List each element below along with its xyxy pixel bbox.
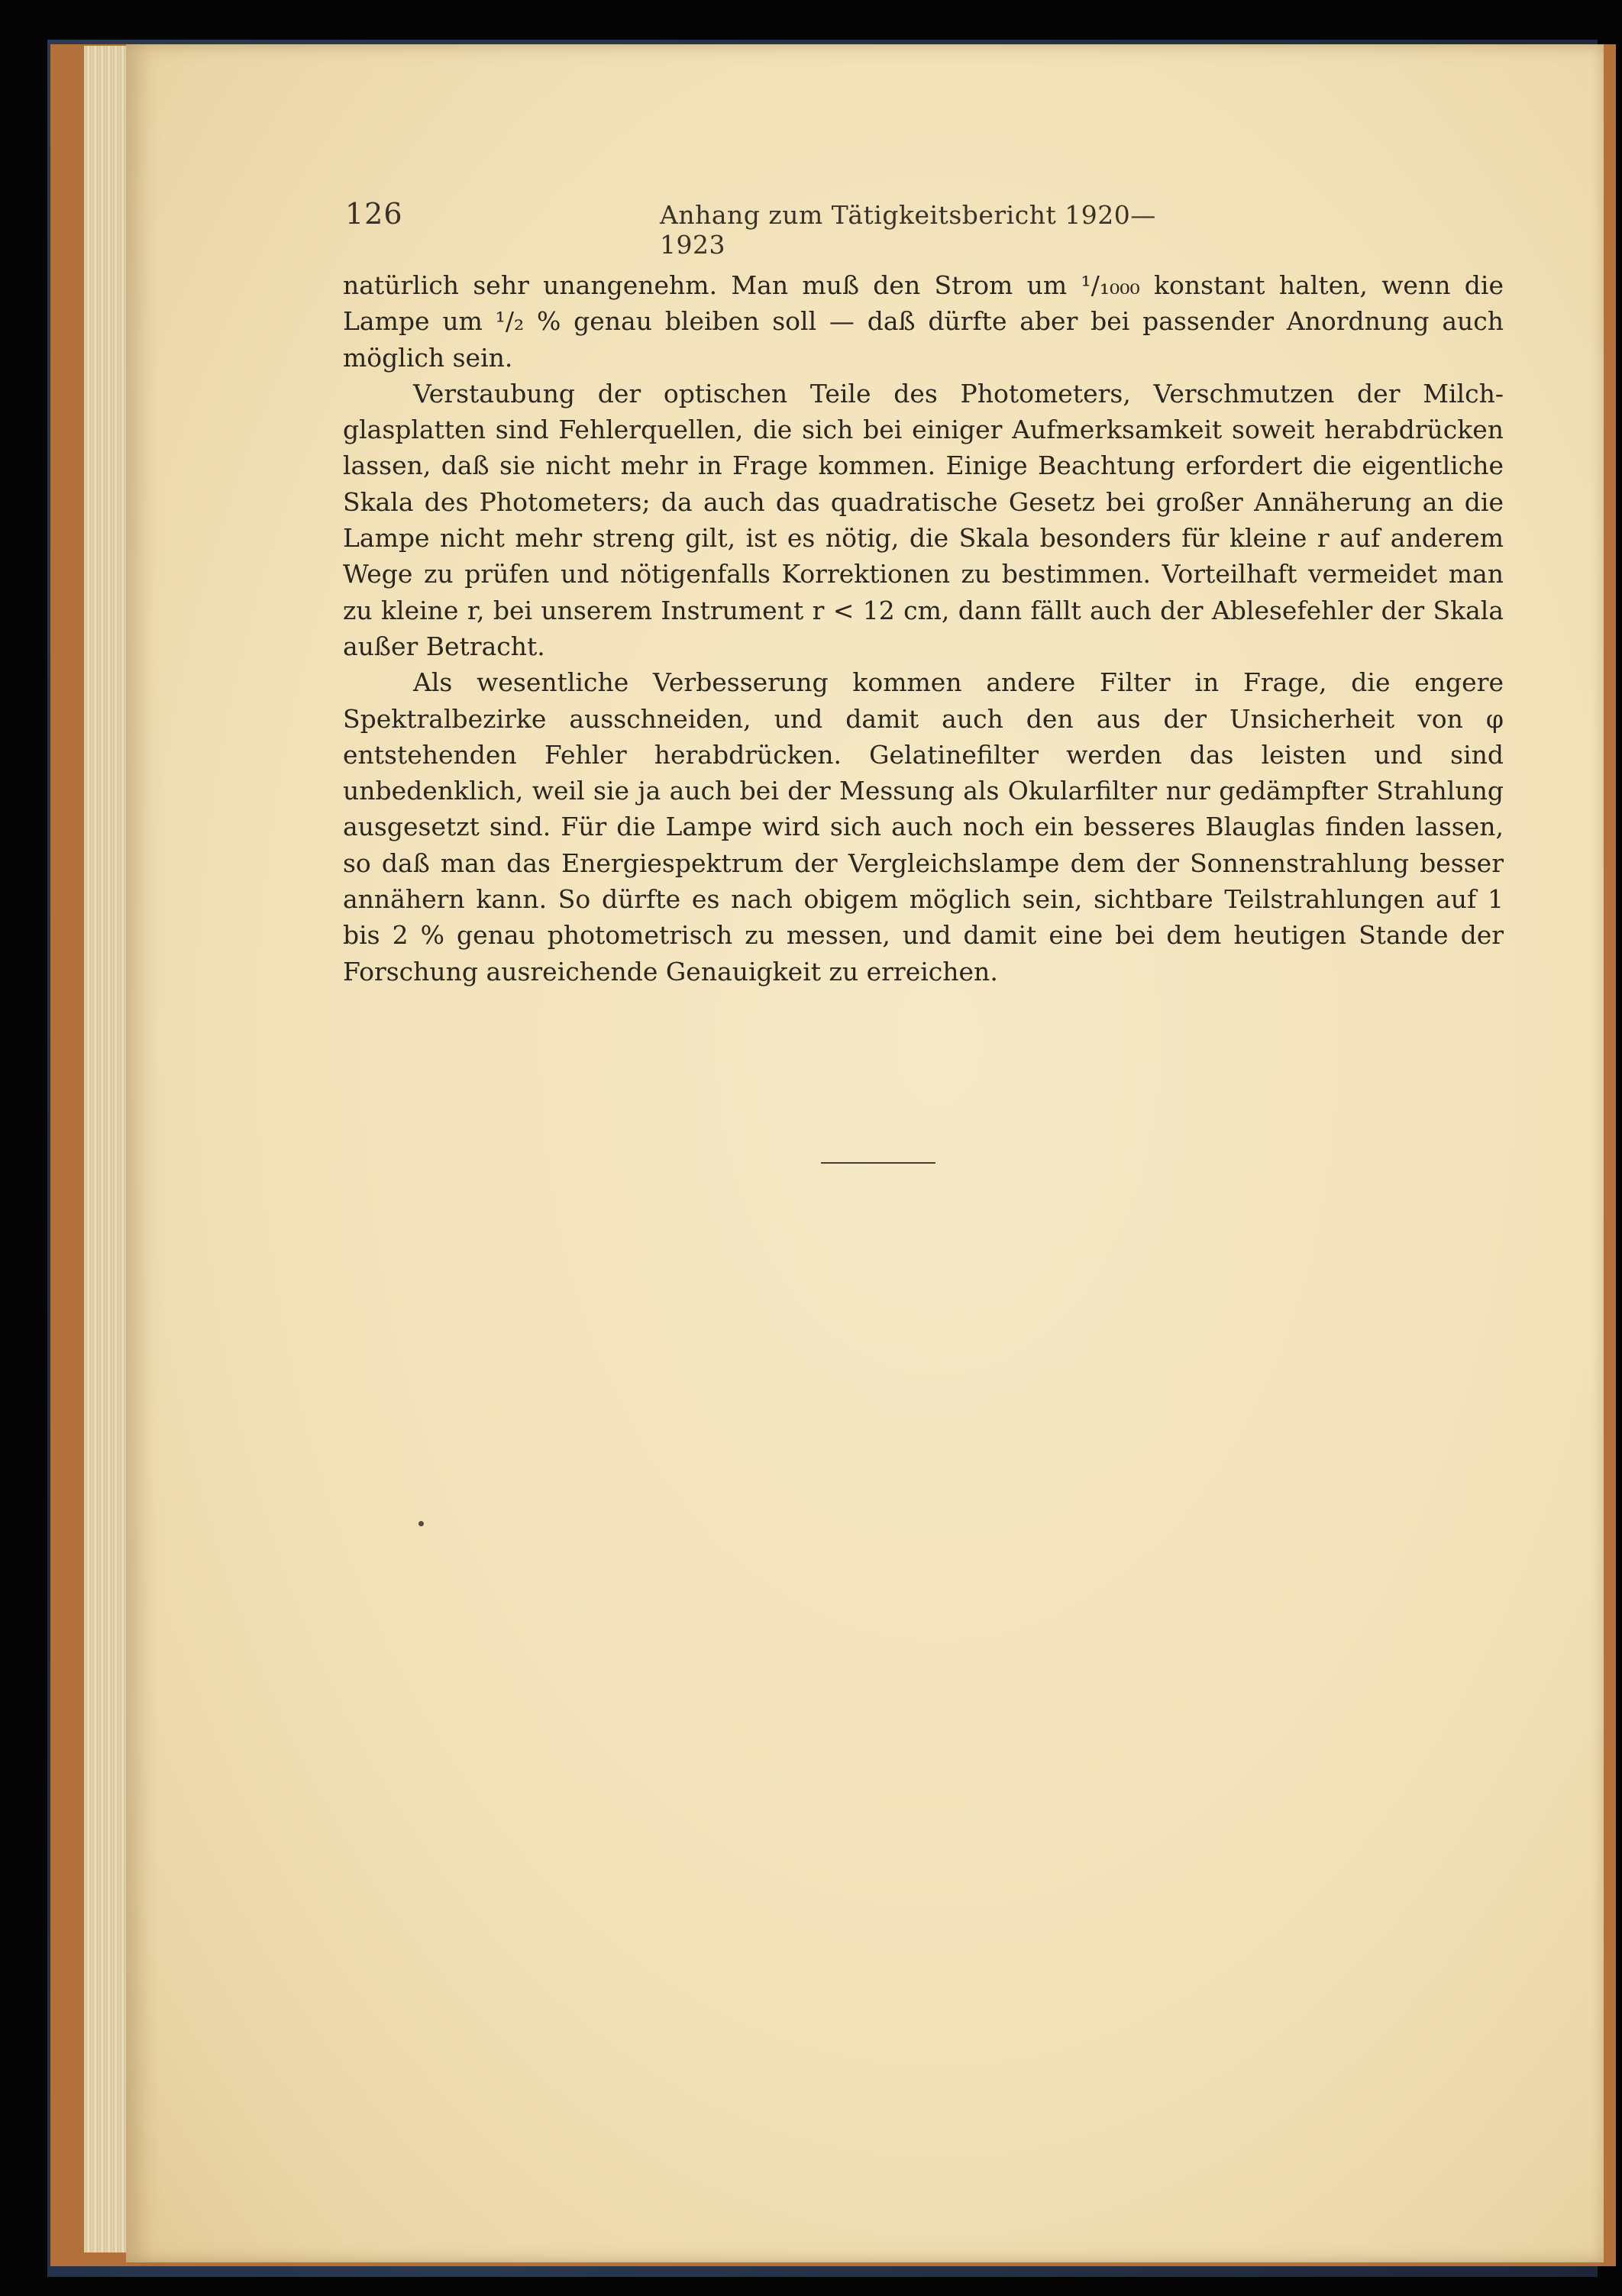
text-line: entstehenden Fehler herabdrücken. Gelatinefilter werden das leisten und sind (343, 739, 1504, 770)
paragraph-2 (343, 376, 1504, 664)
text-line: Genauigkeit zu erreichen. (665, 956, 998, 987)
text-line: Gesetz bei großer Annäherung an die Lampe nicht mehr streng gilt, ist es (343, 486, 1504, 554)
text-line: Spektralbezirke ausschneiden, und damit auch den aus der Unsicherheit von φ (343, 703, 1504, 734)
text-line: r, bei unserem Instrument r < 12 cm, dann fällt auch der Ablesefehler der (467, 595, 1433, 625)
text-line: Skala außer Betracht. (343, 595, 1504, 661)
text-line: herabdrücken lassen, daß sie nicht mehr in Frage kommen. Einige Beachtung (343, 415, 1504, 481)
running-head: Anhang zum Tätigkeitsbericht 1920—1923 (660, 200, 1156, 260)
ink-speck (418, 1521, 424, 1526)
text-line: messen, und damit eine bei dem heutigen Stande der Forschung ausreichende (343, 920, 1504, 987)
body-text (343, 267, 1504, 990)
text-line: wenn die Lampe um ¹/₂ % genau bleiben soll — daß dürfte aber bei passender (343, 270, 1504, 337)
text-line: nötigenfalls Korrektionen zu bestimmen. Vorteilhaft vermeidet man zu kleine (343, 559, 1504, 625)
paragraph-3 (343, 664, 1504, 990)
text-line: Blauglas finden lassen, so daß man das Energiespektrum der Vergleichslampe (343, 812, 1504, 878)
section-end-rule (821, 1162, 935, 1164)
text-line: erfordert die eigentliche Skala des Photometers; da auch das quadratische (343, 450, 1504, 517)
page-number: 126 (345, 197, 403, 231)
text-line: Strahlung ausgesetzt sind. Für die Lampe wird sich auch noch ein besseres (343, 776, 1504, 842)
paragraph-1 (343, 267, 1504, 376)
text-line: möglich sein, sichtbare Teilstrahlungen auf 1 bis 2 % genau photometrisch zu (343, 884, 1504, 951)
text-line: Verstaubung der optischen Teile des Photometers, Verschmutzen der Milch- (413, 378, 1504, 409)
text-line: Als wesentliche Verbesserung kommen andere Filter in Frage, die engere (413, 667, 1504, 698)
page-header (345, 197, 1212, 260)
text-line: unbedenklich, weil sie ja auch bei der Messung als Okularfilter nur gedämpfter (343, 776, 1377, 806)
text-line: nötig, die Skala besonders für kleine r auf anderem Wege zu prüfen und (343, 523, 1504, 589)
text-line: natürlich sehr unangenehm. Man muß den Strom um ¹/₁₀₀₀ konstant halten, (343, 270, 1382, 300)
text-line: Anordnung auch möglich sein. (343, 306, 1504, 373)
text-line: dem der Sonnenstrahlung besser annähern kann. So dürfte es nach obigem (343, 848, 1504, 915)
text-line: glasplatten sind Fehlerquellen, die sich bei einiger Aufmerksamkeit soweit (343, 415, 1325, 445)
